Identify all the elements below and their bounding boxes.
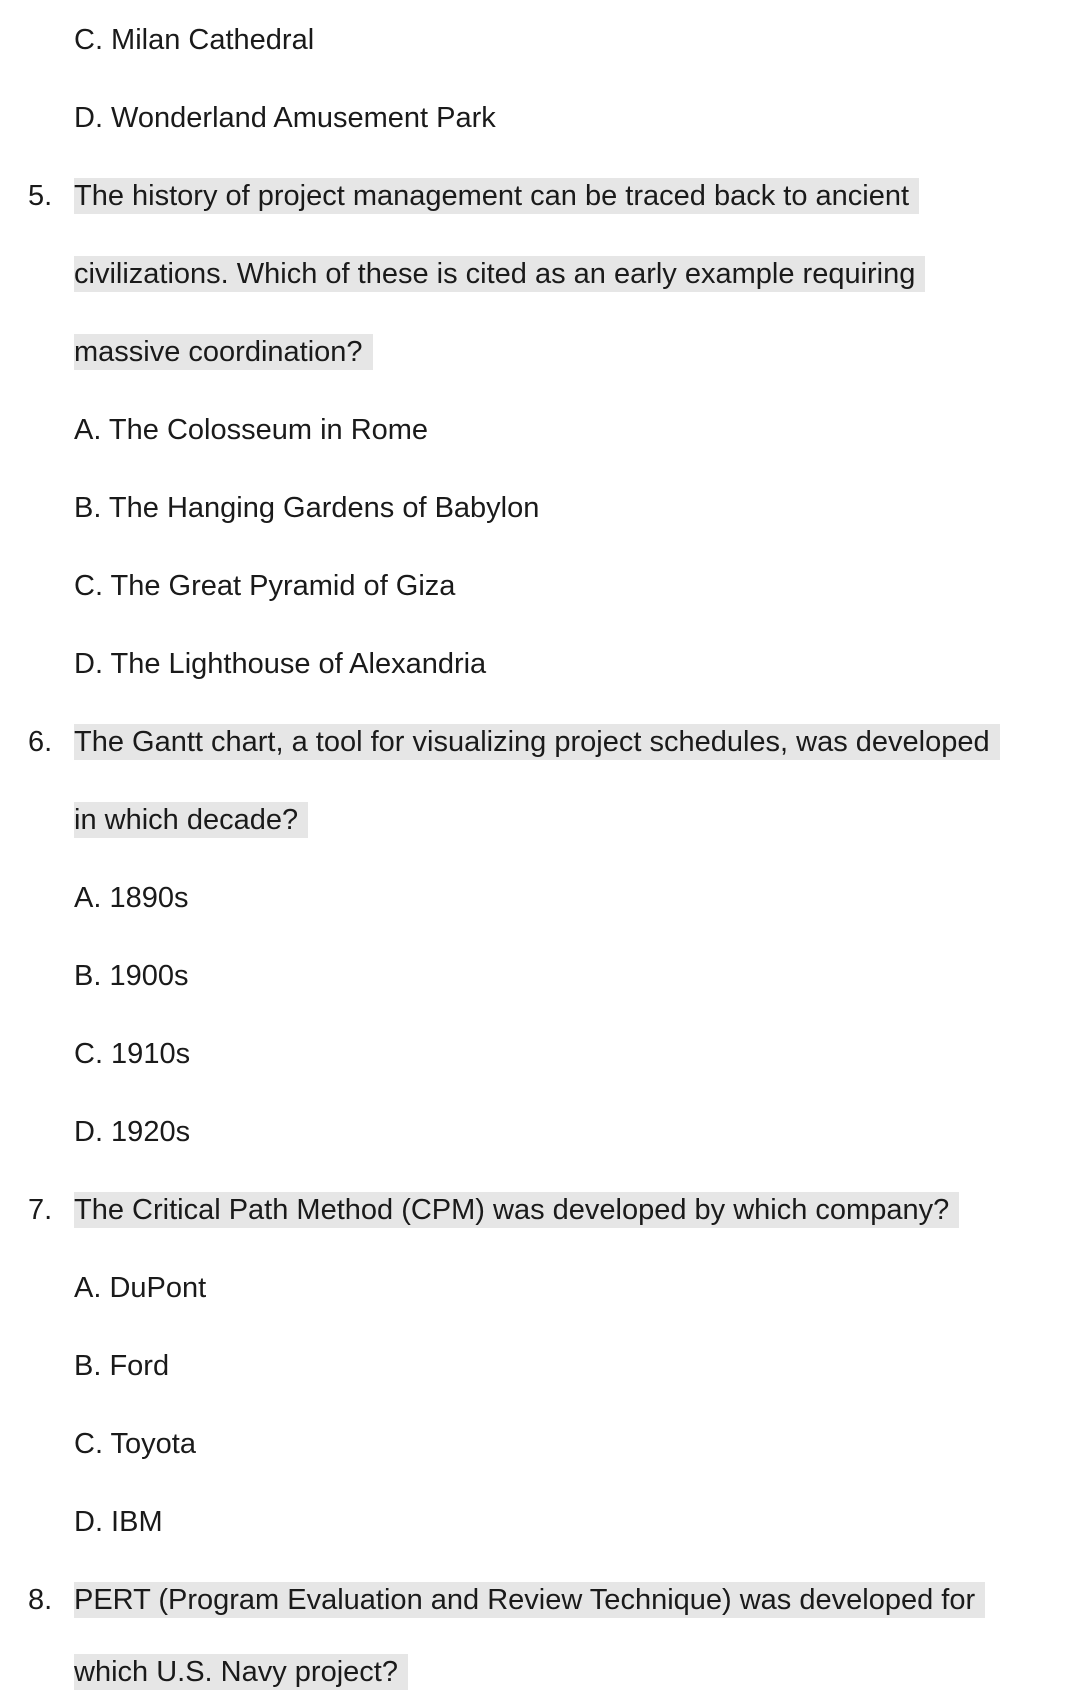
option-text: D. 1920s: [74, 1116, 191, 1148]
option-text: B. The Hanging Gardens of Babylon: [74, 492, 540, 524]
question-text: The history of project management can be traced back to ancient: [74, 178, 919, 214]
option-text: C. The Great Pyramid of Giza: [74, 570, 456, 602]
option-text: A. The Colosseum in Rome: [74, 414, 429, 446]
option-text: B. Ford: [74, 1350, 170, 1382]
option-text: C. Milan Cathedral: [74, 24, 315, 56]
option-text: A. 1890s: [74, 882, 189, 914]
question-text: The Critical Path Method (CPM) was developed by which company?: [74, 1192, 959, 1228]
option-text: C. 1910s: [74, 1038, 191, 1070]
option-text: D. IBM: [74, 1506, 163, 1538]
option-text: D. Wonderland Amusement Park: [74, 102, 496, 134]
question-text: PERT (Program Evaluation and Review Technique) was developed for: [74, 1582, 985, 1618]
question-text: civilizations. Which of these is cited as an early example requiring: [74, 256, 925, 292]
question-number: 7.: [28, 1194, 53, 1226]
question-text: massive coordination?: [74, 334, 373, 370]
question-number: 8.: [28, 1584, 53, 1616]
question-text: in which decade?: [74, 802, 308, 838]
question-number: 5.: [28, 180, 53, 212]
question-text: which U.S. Navy project?: [74, 1654, 408, 1690]
option-text: C. Toyota: [74, 1428, 196, 1460]
option-text: D. The Lighthouse of Alexandria: [74, 648, 487, 680]
option-text: B. 1900s: [74, 960, 189, 992]
question-text: The Gantt chart, a tool for visualizing project schedules, was developed: [74, 724, 1000, 760]
question-number: 6.: [28, 726, 53, 758]
option-text: A. DuPont: [74, 1272, 207, 1304]
